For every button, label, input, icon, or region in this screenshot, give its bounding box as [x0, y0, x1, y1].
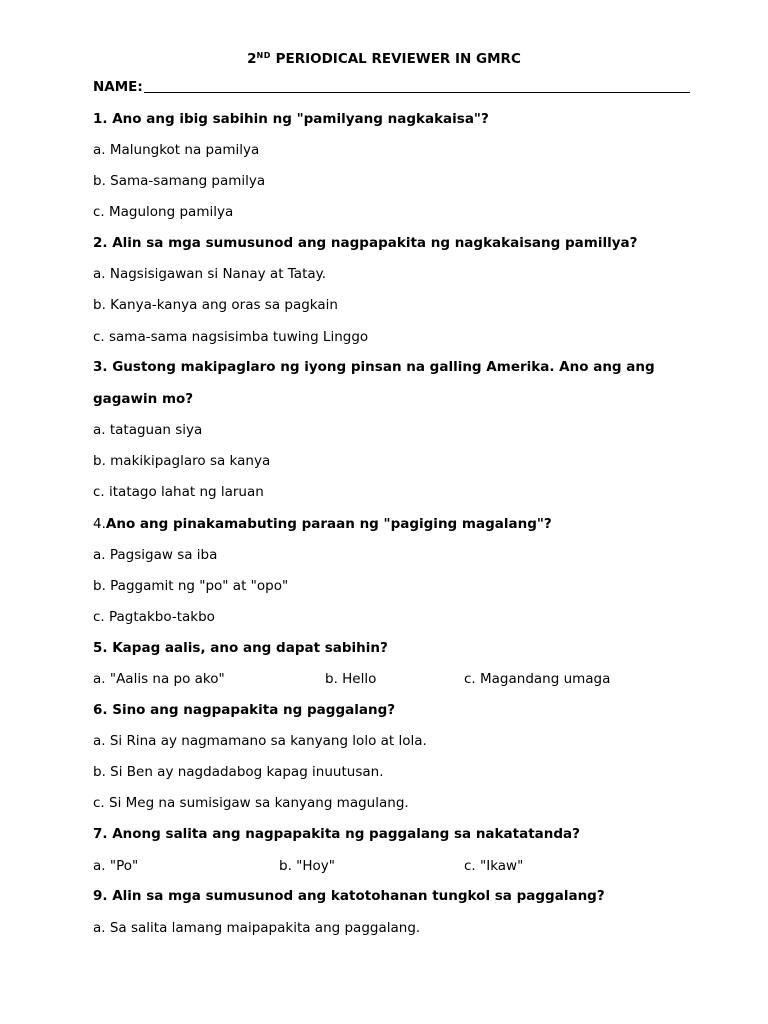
q7-option-b: b. "Hoy" [279, 858, 335, 874]
q2-option-c: c. sama-sama nagsisimba tuwing Linggo [93, 329, 369, 345]
q2-option-a: a. Nagsisigawan si Nanay at Tatay. [93, 266, 326, 282]
question-4-text: Ano ang pinakamabuting paraan ng "pagiging magalang"? [105, 516, 552, 532]
q6-option-c: c. Si Meg na sumisigaw sa kanyang magulang. [93, 795, 409, 811]
q4-option-c: c. Pagtakbo-takbo [93, 609, 215, 625]
question-6: 6. Sino ang nagpapakita ng paggalang? [93, 702, 396, 718]
q1-option-c: c. Magulong pamilya [93, 204, 234, 220]
q4-option-b: b. Paggamit ng "po" at "opo" [93, 578, 289, 594]
q7-options-row [0, 857, 768, 875]
title-superscript: ND [256, 51, 271, 60]
page-title [0, 47, 768, 68]
question-3-line-1: 3. Gustong makipaglaro ng iyong pinsan na galling Amerika. Ano ang ang [93, 359, 655, 375]
q9-option-a: a. Sa salita lamang maipapakita ang paggalang. [93, 920, 421, 936]
name-label: NAME: [93, 79, 143, 95]
title-prefix: 2 [247, 51, 257, 67]
question-7: 7. Anong salita ang nagpapakita ng paggalang sa nakatatanda? [93, 826, 580, 842]
q3-option-a: a. tataguan siya [93, 422, 203, 438]
question-2: 2. Alin sa mga sumusunod ang nagpapakita ng nagkakaisang pamillya? [93, 235, 638, 251]
q1-option-b: b. Sama-samang pamilya [93, 173, 266, 189]
q2-option-b: b. Kanya-kanya ang oras sa pagkain [93, 297, 338, 313]
question-1: 1. Ano ang ibig sabihin ng "pamilyang nagkakaisa"? [93, 111, 489, 127]
q5-options-row [0, 670, 768, 688]
question-4-number: 4. [93, 516, 106, 532]
q7-option-c: c. "Ikaw" [464, 858, 524, 874]
q3-option-c: c. itatago lahat ng laruan [93, 484, 264, 500]
q6-option-b: b. Si Ben ay nagdadabog kapag inuutusan. [93, 764, 384, 780]
name-field [93, 78, 690, 96]
q5-option-b: b. Hello [325, 671, 377, 687]
question-5: 5. Kapag aalis, ano ang dapat sabihin? [93, 640, 388, 656]
q6-option-a: a. Si Rina ay nagmamano sa kanyang lolo at lola. [93, 733, 427, 749]
q7-option-a: a. "Po" [93, 858, 139, 874]
question-4 [93, 515, 552, 533]
name-blank-line [144, 78, 690, 93]
q5-option-a: a. "Aalis na po ako" [93, 671, 225, 687]
title-rest: PERIODICAL REVIEWER IN GMRC [270, 51, 521, 67]
q4-option-a: a. Pagsigaw sa iba [93, 547, 218, 563]
question-3-line-2: gagawin mo? [93, 391, 194, 407]
question-9: 9. Alin sa mga sumusunod ang katotohanan tungkol sa paggalang? [93, 888, 605, 904]
q5-option-c: c. Magandang umaga [464, 671, 611, 687]
q1-option-a: a. Malungkot na pamilya [93, 142, 260, 158]
q3-option-b: b. makikipaglaro sa kanya [93, 453, 271, 469]
